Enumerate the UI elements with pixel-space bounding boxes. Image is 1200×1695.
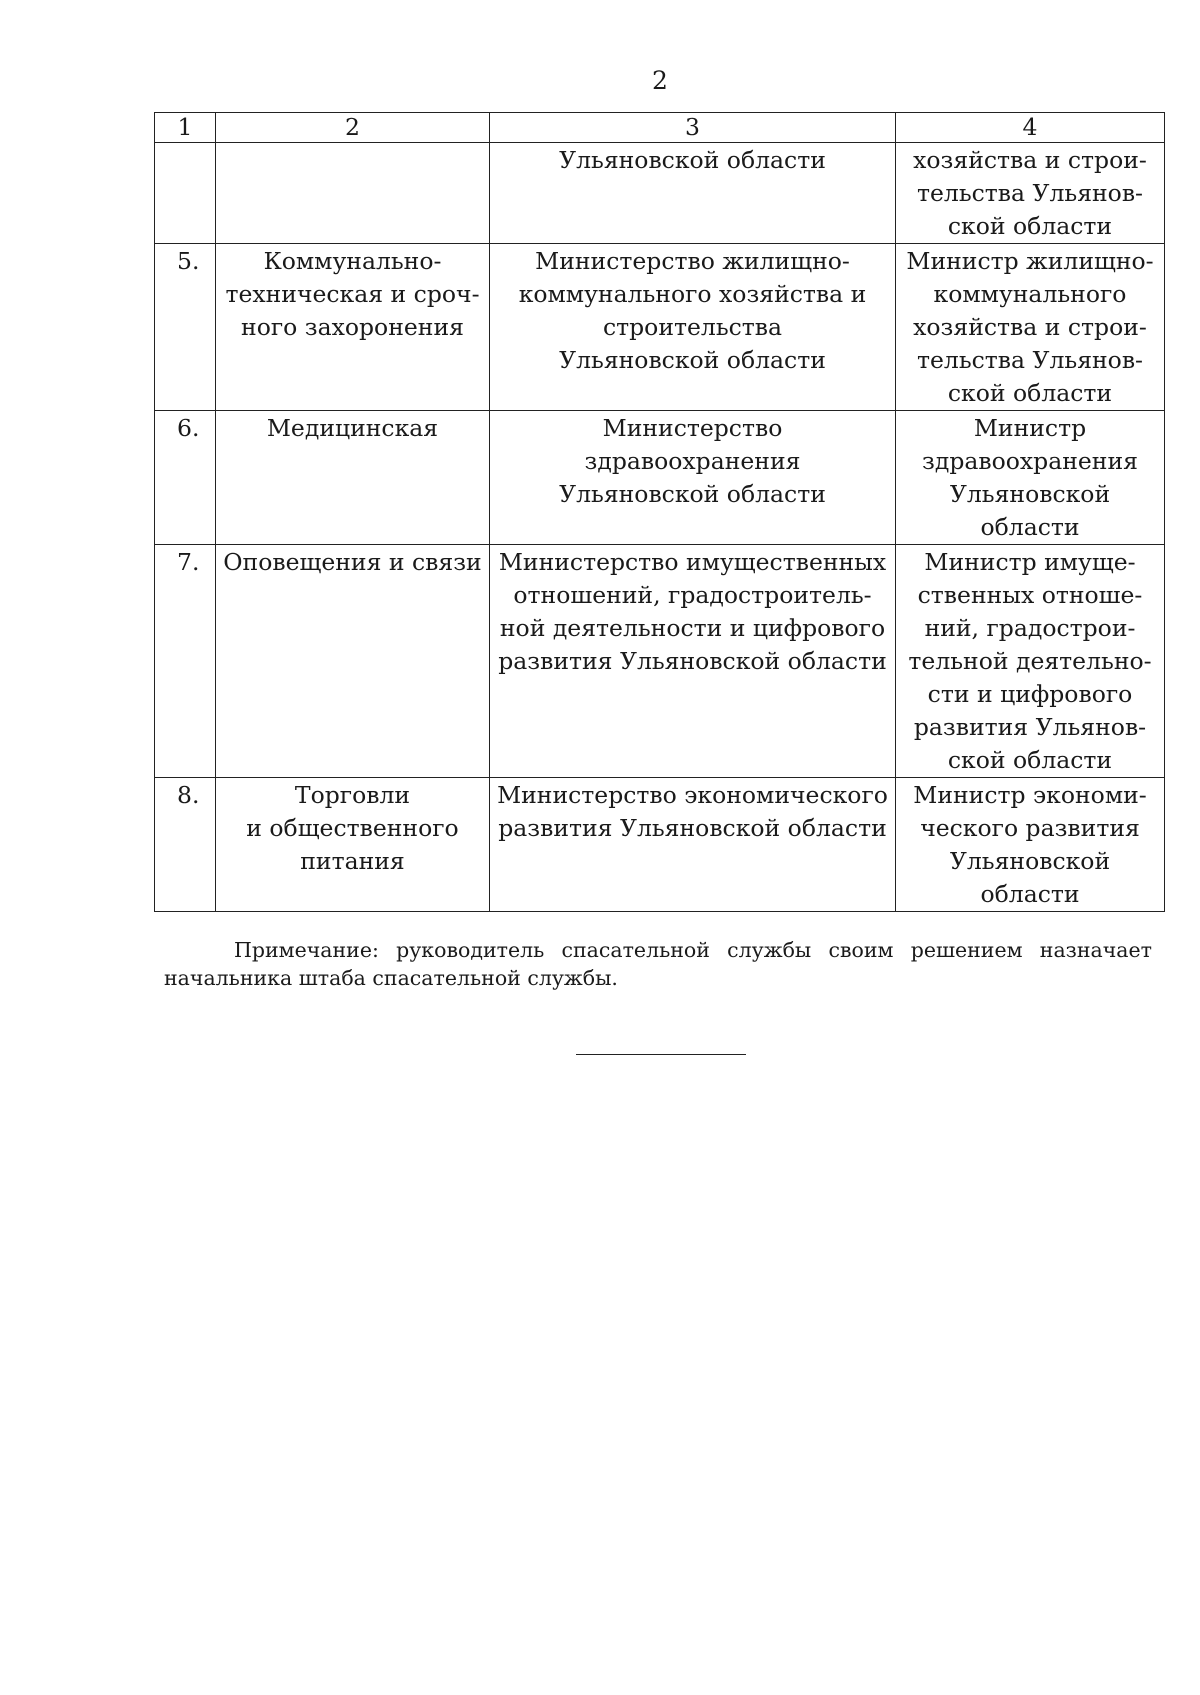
cell-text-line: области xyxy=(980,513,1080,541)
end-separator-line xyxy=(576,1054,746,1055)
row-number-cell: 7. xyxy=(155,545,216,778)
cell-text-line: Оповещения и связи xyxy=(223,548,482,576)
cell-text-line: тельства Ульянов- xyxy=(916,179,1143,207)
services-table xyxy=(154,112,1165,912)
service-head-cell xyxy=(896,143,1165,244)
cell-text-line: ного захоронения xyxy=(241,313,464,341)
row-number-cell: 5. xyxy=(155,244,216,411)
cell-text-line: ской области xyxy=(947,212,1113,240)
cell-text-line: Министерство xyxy=(602,414,783,442)
cell-text-line: питания xyxy=(300,847,405,875)
cell-text-line: Министр xyxy=(973,414,1087,442)
cell-text-line: хозяйства и строи- xyxy=(913,313,1147,341)
cell-text-line: строительства xyxy=(602,313,783,341)
row-number-cell: 6. xyxy=(155,411,216,545)
cell-text-line: развития Ульяновской области xyxy=(498,647,887,675)
header-cell-4: 4 xyxy=(896,113,1165,143)
cell-text-line: здравоохранения xyxy=(922,447,1138,475)
cell-text-line: Министерство жилищно- xyxy=(535,247,850,275)
cell-text-line: ской области xyxy=(947,746,1113,774)
cell-text-line: развития Ульяновской области xyxy=(498,814,887,842)
header-cell-1: 1 xyxy=(155,113,216,143)
responsible-body-cell xyxy=(490,244,896,411)
cell-text-line: сти и цифрового xyxy=(927,680,1133,708)
cell-text-line: Министерство имущественных xyxy=(498,548,887,576)
cell-text-line: Ульяновской области xyxy=(559,346,826,374)
cell-text-line: Ульяновской области xyxy=(559,480,826,508)
service-name-cell xyxy=(216,143,490,244)
table-row xyxy=(155,778,1165,912)
note xyxy=(164,936,1152,992)
cell-text-line: коммунального xyxy=(933,280,1127,308)
cell-text-line: Министр жилищно- xyxy=(906,247,1154,275)
service-head-cell xyxy=(896,778,1165,912)
responsible-body-cell xyxy=(490,143,896,244)
note-line-2: начальника штаба спасательной службы. xyxy=(164,966,618,990)
cell-text-line: хозяйства и строи- xyxy=(913,146,1147,174)
service-name-cell xyxy=(216,411,490,545)
cell-text-line: развития Ульянов- xyxy=(913,713,1147,741)
service-head-cell xyxy=(896,411,1165,545)
cell-text-line: области xyxy=(980,880,1080,908)
cell-text-line: Министр экономи- xyxy=(913,781,1147,809)
row-number-cell: 8. xyxy=(155,778,216,912)
table-row xyxy=(155,143,1165,244)
service-name-cell xyxy=(216,545,490,778)
cell-text-line: ной деятельности и цифрового xyxy=(499,614,886,642)
cell-text-line: Ульяновской области xyxy=(559,146,826,174)
header-cell-3: 3 xyxy=(490,113,896,143)
cell-text-line: Министерство экономического xyxy=(497,781,888,809)
row-number-cell xyxy=(155,143,216,244)
cell-text-line: ний, градострои- xyxy=(924,614,1136,642)
cell-text-line: коммунального хозяйства и xyxy=(518,280,867,308)
cell-text-line: ческого развития xyxy=(920,814,1140,842)
responsible-body-cell xyxy=(490,411,896,545)
cell-text-line: Торговли xyxy=(294,781,411,809)
cell-text-line: и общественного xyxy=(246,814,459,842)
cell-text-line: Коммунально- xyxy=(263,247,442,275)
service-name-cell xyxy=(216,244,490,411)
cell-text-line: отношений, градостроитель- xyxy=(513,581,872,609)
cell-text-line: Ульяновской xyxy=(949,480,1111,508)
cell-text-line: техническая и сроч- xyxy=(225,280,480,308)
cell-text-line: здравоохранения xyxy=(584,447,801,475)
page-number: 2 xyxy=(652,66,668,95)
table-row xyxy=(155,545,1165,778)
cell-text-line: тельства Ульянов- xyxy=(916,346,1143,374)
table-header-row xyxy=(155,113,1165,143)
service-head-cell xyxy=(896,545,1165,778)
service-name-cell xyxy=(216,778,490,912)
cell-text-line: Министр имуще- xyxy=(924,548,1136,576)
table-row xyxy=(155,244,1165,411)
header-cell-2: 2 xyxy=(216,113,490,143)
cell-text-line: тельной деятельно- xyxy=(908,647,1152,675)
table-row xyxy=(155,411,1165,545)
note-line-1: Примечание: руководитель спасательной службы своим решением назначает xyxy=(234,938,1152,962)
cell-text-line: ской области xyxy=(947,379,1113,407)
cell-text-line: Медицинская xyxy=(266,414,439,442)
responsible-body-cell xyxy=(490,545,896,778)
service-head-cell xyxy=(896,244,1165,411)
cell-text-line: ственных отноше- xyxy=(917,581,1143,609)
responsible-body-cell xyxy=(490,778,896,912)
cell-text-line: Ульяновской xyxy=(949,847,1111,875)
